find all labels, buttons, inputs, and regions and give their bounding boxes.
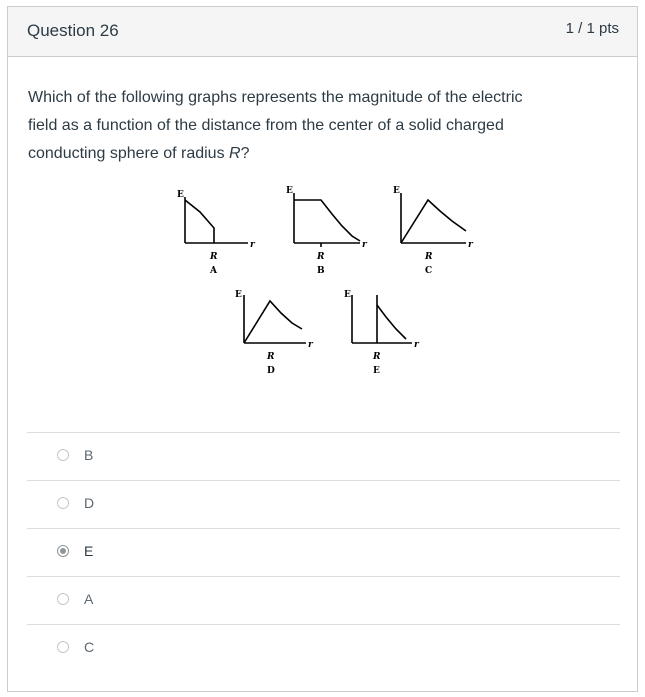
- graph-d: [244, 295, 306, 343]
- answer-option-b[interactable]: [27, 432, 620, 480]
- answer-option-d[interactable]: [27, 480, 620, 528]
- graph-e: [352, 295, 412, 343]
- answer-label: A: [84, 591, 94, 607]
- radio-button[interactable]: [57, 641, 69, 653]
- graph-d-x-label: r: [308, 340, 313, 350]
- answer-label: E: [84, 543, 94, 559]
- question-text-line-1: Which of the following graphs represents the magnitude of the electric: [28, 89, 523, 106]
- graph-e-x-label: r: [414, 340, 419, 350]
- question-variable-r: R: [229, 145, 241, 162]
- graph-c-labels: [393, 186, 474, 276]
- question-text-line-2: field as a function of the distance from the center of a solid charged: [28, 117, 504, 134]
- graph-a-y-label: E: [177, 190, 184, 200]
- question-card: [7, 6, 638, 692]
- graph-e-tick-label: R: [373, 352, 381, 362]
- graph-a-x-label: r: [250, 240, 255, 250]
- graph-c-tick-label: R: [425, 252, 433, 262]
- graph-d-letter: D: [267, 366, 275, 376]
- graph-e-letter: E: [373, 366, 380, 376]
- radio-button[interactable]: [57, 593, 69, 605]
- question-title: Question 26: [27, 21, 119, 40]
- graph-e-y-label: E: [344, 290, 351, 300]
- graph-figure: [8, 7, 639, 427]
- graph-e-labels: [344, 290, 420, 376]
- graph-c-x-label: r: [468, 240, 473, 250]
- question-points: 1 / 1 pts: [565, 20, 619, 37]
- answer-label: B: [84, 447, 94, 463]
- answer-label: C: [84, 639, 95, 655]
- graph-b: [294, 193, 360, 247]
- answer-option-c[interactable]: [27, 624, 620, 672]
- question-text-line-3-post: ?: [240, 145, 250, 162]
- graph-a-letter: A: [210, 266, 217, 276]
- graph-b-letter: B: [317, 266, 325, 276]
- answer-option-e[interactable]: [27, 528, 620, 576]
- radio-button-selected[interactable]: [57, 545, 69, 557]
- radio-button[interactable]: [57, 449, 69, 461]
- graph-d-y-label: E: [235, 290, 242, 300]
- graph-c: [401, 193, 466, 243]
- graph-c-letter: C: [425, 266, 433, 276]
- answer-list: [27, 432, 620, 672]
- graph-a: [185, 197, 248, 243]
- graph-b-x-label: r: [362, 240, 367, 250]
- radio-button[interactable]: [57, 497, 69, 509]
- graph-a-tick-label: R: [210, 252, 218, 262]
- answer-label: D: [84, 495, 95, 511]
- graph-b-y-label: E: [286, 186, 293, 196]
- answer-option-a[interactable]: [27, 576, 620, 624]
- graph-b-tick-label: R: [317, 252, 325, 262]
- graph-d-tick-label: R: [267, 352, 275, 362]
- graph-c-y-label: E: [393, 186, 400, 196]
- question-text-line-3-pre: conducting sphere of radius: [28, 145, 230, 162]
- graph-d-labels: [235, 290, 314, 376]
